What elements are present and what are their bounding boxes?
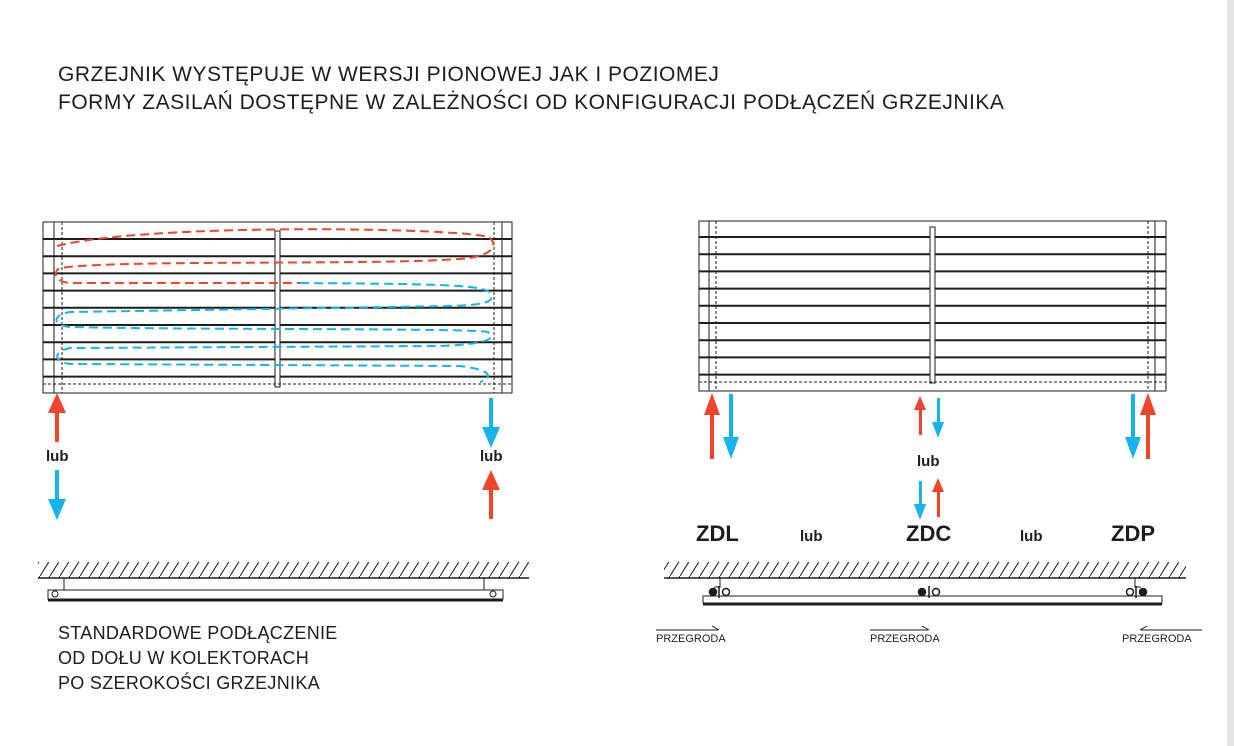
option-separator-1: lub [800,528,823,545]
connector-zdp [1127,586,1147,598]
partition-label-left: PRZEGRODA [656,633,726,645]
partition-label-center: PRZEGRODA [870,633,940,645]
supply-arrow-up [48,393,66,442]
zdp-supply-arrow [1140,393,1156,459]
partition-label-right: PRZEGRODA [1122,633,1192,645]
option-zdl: ZDL [696,521,739,546]
right-radiator [656,221,1202,645]
label-lub-center: lub [917,453,940,470]
label-lub-left: lub [46,448,69,465]
supply-arrow-up-right [482,470,500,519]
return-arrow-down [48,470,66,520]
heading-line-2: FORMY ZASILAŃ DOSTĘPNE W ZALEŻNOŚCI OD KONFIGURACJI PODŁĄCZEŃ GRZEJNIKA [58,91,1005,114]
connector-zdc [919,586,940,598]
caption-line-2: OD DOŁU W KOLEKTORACH [58,648,310,668]
zdc-supply-arrow-bottom [932,478,944,517]
zdl-return-arrow [723,394,739,459]
left-diagram-caption [58,621,338,696]
scrollbar-track[interactable] [1227,0,1234,746]
caption-line-3: PO SZEROKOŚCI GRZEJNIKA [58,673,320,693]
label-lub-right: lub [480,448,503,465]
return-arrow-down-right [482,398,500,448]
option-zdp: ZDP [1111,521,1155,546]
heading-line-1: GRZEJNIK WYSTĘPUJE W WERSJI PIONOWEJ JAK I POZIOMEJ [58,63,720,86]
caption-line-1: STANDARDOWE PODŁĄCZENIE [58,623,338,643]
zdl-supply-arrow [704,393,720,459]
left-radiator [38,222,529,600]
option-separator-2: lub [1020,528,1043,545]
zdc-return-arrow-bottom [914,481,926,520]
option-zdc: ZDC [906,521,952,546]
zdp-return-arrow [1125,394,1141,459]
connector-zdl [710,586,730,598]
zdc-return-arrow-top [932,398,944,438]
zdc-supply-arrow-top [914,396,926,435]
